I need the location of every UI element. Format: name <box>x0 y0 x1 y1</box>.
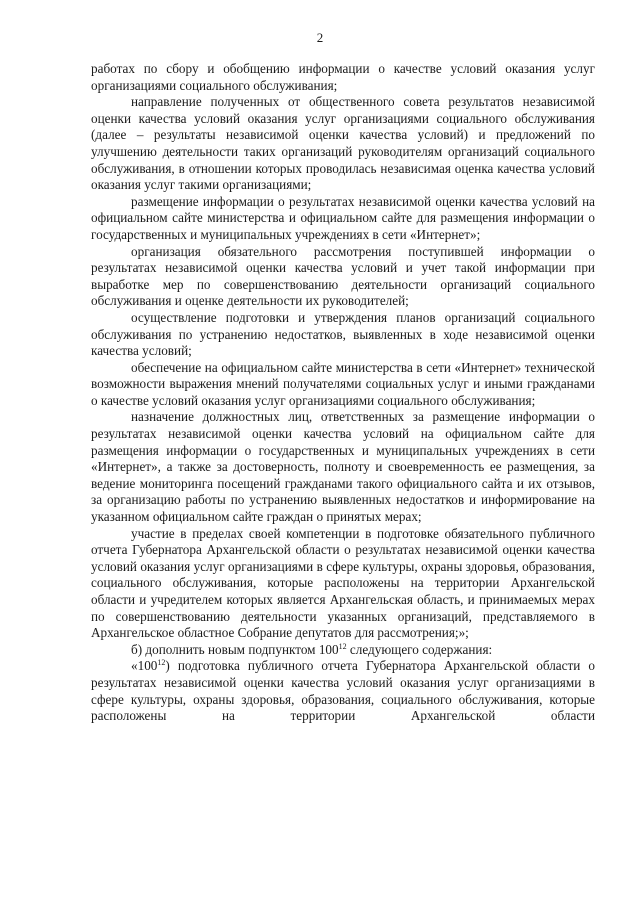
subclause-text: ) подготовка публичного отчета Губернатора Архангельской области о результатах независимой оценки качества условий оказания услуг организациями в сфере культуры, охраны здоровья, образования, социального обслуживания, которые расположены на территории Архангельской области <box>91 658 595 724</box>
item-b-superscript: 12 <box>338 641 347 651</box>
page-number: 2 <box>316 30 324 45</box>
paragraph-item-b <box>91 642 595 659</box>
document-body <box>91 61 595 725</box>
paragraph-new-subclause <box>91 658 595 724</box>
paragraph-feedback-option: обеспечение на официальном сайте министерства в сети «Интернет» технической возможности выражения мнений получателями социальных услуг и иными гражданами о качестве условий оказания услуг организациями социального обслуживания; <box>91 359 595 408</box>
paragraph-mandatory-review: организация обязательного рассмотрения поступившей информации о результатах независимой оценки качества условий и учет такой информации при выработке мер по совершенствованию деятельности организаций социального обслуживания и оценке деятельности их руководителей; <box>91 243 595 309</box>
item-b-text-end: следующего содержания: <box>346 641 493 657</box>
paragraph-directing-results: направление полученных от общественного совета результатов независимой оценки качества условий оказания услуг организациями социального обслуживания (далее – результаты независимой оценки качества условий) и предложений по улучшению деятельности таких организаций руководителям организаций социального обслуживания, в отношении которых проводилась независимая оценка качества условий оказания услуг такими организациями; <box>91 94 595 193</box>
paragraph-public-report-participation: участие в пределах своей компетенции в подготовке обязательного публичного отчета Губернатора Архангельской области о результатах независимой оценки качества условий оказания услуг организациями в сфере культуры, охраны здоровья, образования, социального обслуживания, которые расположены на территории Архангельской области и учредителем которых является Архангельская область, и принимаемых мерах по совершенствованию деятельности указанных организаций, представляемого в Архангельское областное Собрание депутатов для рассмотрения;»; <box>91 525 595 641</box>
subclause-superscript: 12 <box>157 658 166 668</box>
subclause-number: «100 <box>131 658 158 674</box>
item-b-text: б) дополнить новым подпунктом 100 <box>131 641 339 657</box>
paragraph-continuation: работах по сбору и обобщению информации о качестве условий оказания услуг организациями социального обслуживания; <box>91 61 595 93</box>
paragraph-responsible-officials: назначение должностных лиц, ответственных за размещение информации о результатах независимой оценки качества условий на официальном сайте для размещения информации о государственных и муниципальных учреждениях в сети «Интернет», а также за достоверность, полноту и своевременность ее размещения, за ведение мониторинга посещений гражданами такого официального сайта и их отзывов, за организацию работы по устранению выявленных недостатков и информирование на указанном официальном сайте граждан о принятых мерах; <box>91 409 595 525</box>
paragraph-plans-approval: осуществление подготовки и утверждения планов организаций социального обслуживания по устранению недостатков, выявленных в ходе независимой оценки качества условий; <box>91 309 595 359</box>
paragraph-publishing-info: размещение информации о результатах независимой оценки качества условий на официальном сайте министерства и официальном сайте для размещения информации о государственных и муниципальных учреждениях в сети «Интернет»; <box>91 193 595 242</box>
